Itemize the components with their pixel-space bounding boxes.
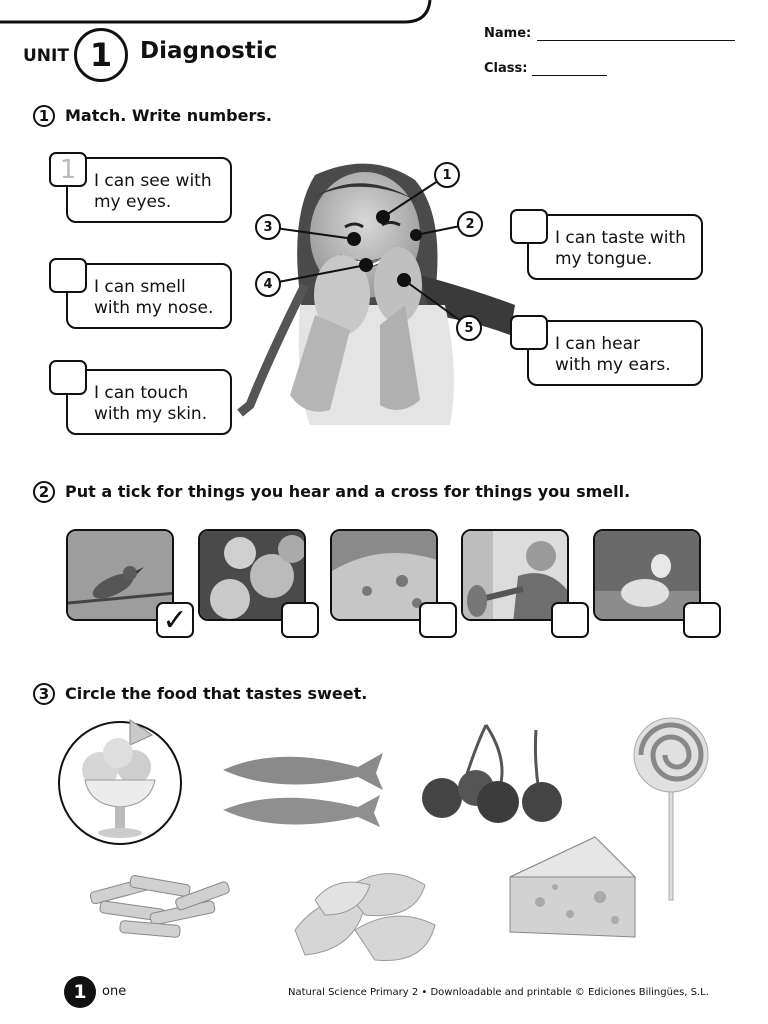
tick-box-roses[interactable] xyxy=(281,602,319,638)
answer-box-see[interactable]: 1 xyxy=(49,152,87,187)
marker-3: 3 xyxy=(255,214,281,240)
card-text-line: with my skin. xyxy=(94,404,208,424)
page-number-word: one xyxy=(102,984,127,999)
answer-box-taste[interactable] xyxy=(510,209,548,244)
tick-box-pizza[interactable] xyxy=(419,602,457,638)
food-ice-cream[interactable] xyxy=(70,715,170,845)
exercise-1-number: 1 xyxy=(33,105,55,127)
card-text-line: my eyes. xyxy=(94,192,172,212)
card-text-line: with my ears. xyxy=(555,355,671,375)
footer-credit: Natural Science Primary 2 • Downloadable and printable © Ediciones Bilingües, S.L. xyxy=(288,987,709,998)
sense-card-hear xyxy=(527,320,703,386)
food-cherries[interactable] xyxy=(414,720,569,830)
food-crisps[interactable] xyxy=(285,860,445,970)
answer-box-smell[interactable] xyxy=(49,258,87,293)
name-label: Name: xyxy=(484,26,532,41)
exercise-2-number: 2 xyxy=(33,481,55,503)
food-cheese[interactable] xyxy=(500,832,645,947)
sense-card-touch xyxy=(66,369,232,435)
tick-box-trumpet[interactable] xyxy=(551,602,589,638)
card-text-line: I can taste with xyxy=(555,228,686,248)
marker-2: 2 xyxy=(457,211,483,237)
page-title: Diagnostic xyxy=(140,38,278,64)
tick-box-dog[interactable] xyxy=(683,602,721,638)
card-text-line: my tongue. xyxy=(555,249,653,269)
exercise-1-instruction: Match. Write numbers. xyxy=(65,106,272,125)
marker-1: 1 xyxy=(434,162,460,188)
exercise-2-instruction: Put a tick for things you hear and a cross for things you smell. xyxy=(65,482,631,501)
food-fish[interactable] xyxy=(218,745,388,835)
sense-card-smell xyxy=(66,263,232,329)
unit-label: UNIT xyxy=(23,46,69,66)
tick-box-bird[interactable]: ✓ xyxy=(156,602,194,638)
exercise-3-number: 3 xyxy=(33,683,55,705)
marker-4: 4 xyxy=(255,271,281,297)
marker-5: 5 xyxy=(456,315,482,341)
card-text-line: I can see with xyxy=(94,171,212,191)
exercise-3-instruction: Circle the food that tastes sweet. xyxy=(65,684,368,703)
class-label: Class: xyxy=(484,61,528,76)
card-text-line: I can touch xyxy=(94,383,189,403)
answer-box-touch[interactable] xyxy=(49,360,87,395)
answer-box-hear[interactable] xyxy=(510,315,548,350)
sense-card-see xyxy=(66,157,232,223)
card-text-line: I can hear xyxy=(555,334,640,354)
card-text-line: I can smell xyxy=(94,277,186,297)
sense-card-taste xyxy=(527,214,703,280)
food-pasta[interactable] xyxy=(80,865,240,945)
page-number-badge: 1 xyxy=(64,976,96,1008)
card-text-line: with my nose. xyxy=(94,298,214,318)
unit-number-badge: 1 xyxy=(74,28,128,82)
